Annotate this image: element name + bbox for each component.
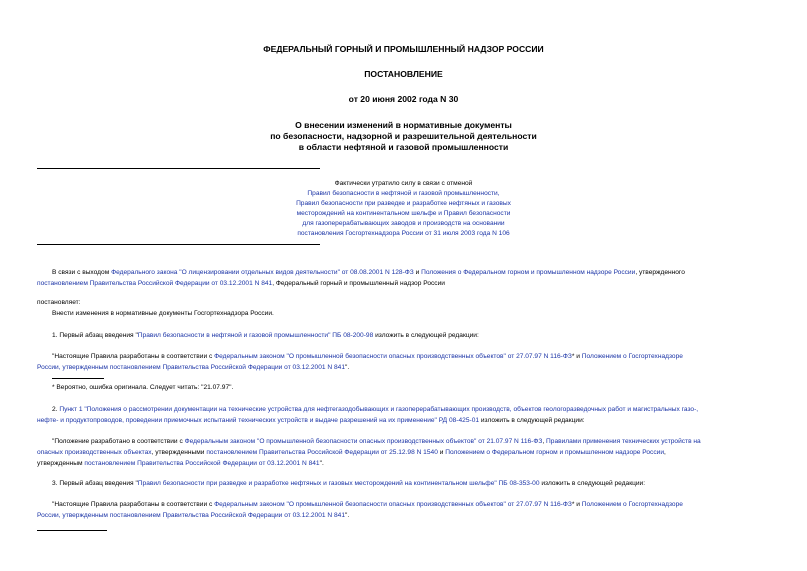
federal-law-link[interactable]: Федеральным законом "О промышленной безопасности опасных производственных объектов" от 27.07.97 N 116-ФЗ	[214, 501, 572, 508]
regulation-link[interactable]: Положением о Федеральном горном и промышленном надзоре России	[445, 449, 665, 456]
item-text: 1. Первый абзац введения "	[52, 332, 138, 339]
quote-3-line	[37, 511, 349, 521]
item-2	[52, 405, 698, 415]
document-title	[0, 120, 807, 153]
quote-2-line	[37, 448, 666, 458]
quote-1-line	[37, 363, 349, 373]
quote-2-line	[52, 437, 701, 447]
preamble-line	[52, 268, 685, 278]
quote-text: ,	[542, 438, 547, 445]
rules-link[interactable]: Правил безопасности в нефтяной и газовой промышленности" ПБ 08-200-98	[137, 332, 374, 339]
abolition-note	[140, 179, 667, 239]
quote-text: "Настоящие Правила разработаны в соответствии с	[52, 501, 215, 508]
quote-1-line	[52, 352, 683, 362]
federal-law-link[interactable]: Федерального закона "О лицензировании отдельных видов деятельности" от 08.08.2001 N 128-ФЗ	[111, 269, 414, 276]
quote-text: , утвержденными	[151, 449, 207, 456]
government-decree-link[interactable]: постановлением Правительства Российской Федерации от 03.12.2001 N 841	[37, 280, 273, 287]
preamble-text: , Федеральный горный и промышленный надзор России	[272, 280, 445, 287]
government-decree-link[interactable]: постановлением Правительства Российской Федерации от 03.12.2001 N 841	[109, 512, 345, 519]
footnote-rule	[37, 530, 107, 531]
item-3	[52, 479, 645, 489]
quote-text: "Положение разработано в соответствии с	[52, 438, 185, 445]
item-text: 3. Первый абзац введения "	[52, 480, 138, 487]
preamble-text: и	[413, 269, 422, 276]
preamble-text: , утвержденного	[635, 269, 685, 276]
rules-link[interactable]: Правилами применения технических устройств на	[546, 438, 701, 445]
title-line: по безопасности, надзорной и разрешительной деятельности	[270, 131, 537, 141]
quote-2-line	[37, 459, 324, 469]
document-date-number: от 20 июня 2002 года N 30	[348, 94, 459, 104]
item-text: 2.	[52, 406, 60, 413]
abolition-link[interactable]: Правил безопасности при разведке и разработке нефтяных и газовых	[296, 200, 511, 207]
quote-text: * и	[571, 501, 582, 508]
preamble-line	[37, 279, 445, 289]
resolves-text: постановляет:	[37, 299, 81, 306]
quote-text: и	[437, 449, 446, 456]
quote-text: ".	[319, 460, 324, 467]
abolition-link[interactable]: постановления Госгортехнадзора России от 31 июля 2003 года N 106	[297, 230, 510, 237]
divider-bottom	[37, 244, 320, 245]
title-line: в области нефтяной и газовой промышленности	[298, 142, 509, 152]
quote-text: ,	[664, 449, 666, 456]
rules-link[interactable]: опасных производственных объектах	[37, 449, 152, 456]
government-decree-link[interactable]: России, утвержденным постановлением Правительства Российской Федерации от 03.12.2001 N 841	[37, 364, 345, 371]
item-text: изложить в следующей редакции:	[539, 480, 646, 487]
abolition-link[interactable]: месторождений на континентальном шельфе и Правил безопасности	[296, 210, 511, 217]
abolition-link[interactable]: для газоперерабатывающих заводов и производств на основании	[302, 220, 505, 227]
agency-name: ФЕДЕРАЛЬНЫЙ ГОРНЫЙ И ПРОМЫШЛЕННЫЙ НАДЗОР РОССИИ	[263, 44, 544, 54]
document-link[interactable]: Пункт 1 "Положения о рассмотрении документации на технические устройства для нефтегазодобывающих и газоперерабатывающих производств, объектов геологоразведочных работ и магистральных газо-,	[59, 406, 699, 413]
item-2	[37, 416, 585, 426]
quote-text: * и	[571, 353, 582, 360]
document-link[interactable]: нефте- и продуктопроводов, проведении приемочных испытаний технических устройств и выдаче разрешений на их применение" РД 08-425-01	[37, 417, 480, 424]
regulation-link[interactable]: Положением о Госгортехнадзоре	[581, 353, 683, 360]
quote-text: ".	[345, 512, 350, 519]
document-type: ПОСТАНОВЛЕНИЕ	[364, 69, 443, 79]
government-decree-link[interactable]: постановлением Правительства Российской Федерации от 03.12.2001 N 841	[84, 460, 320, 467]
item-text: изложить в следующей редакции:	[479, 417, 585, 424]
amend-text: Внести изменения в нормативные документы Госгортехнадзора России.	[52, 310, 274, 317]
government-decree-link[interactable]: постановлением Правительства Российской Федерации от 25.12.98 N 1540	[206, 449, 438, 456]
item-text: изложить в следующей редакции:	[373, 332, 479, 339]
federal-law-link[interactable]: Федеральным законом "О промышленной безопасности опасных производственных объектов" от 27.07.97 N 116-ФЗ	[214, 353, 572, 360]
quote-text: утвержденным	[37, 460, 85, 467]
title-line: О внесении изменений в нормативные документы	[295, 120, 512, 130]
quote-text: "Настоящие Правила разработаны в соответствии с	[52, 353, 215, 360]
preamble-text: В связи с выходом	[52, 269, 112, 276]
federal-law-link[interactable]: Федеральным законом "О промышленной безопасности опасных производственных объектов" от 21.07.97 N 116-ФЗ	[184, 438, 543, 445]
rules-link[interactable]: Правил безопасности при разведке и разработке нефтяных и газовых месторождений на континентальном шельфе" ПБ 08-353-00	[137, 480, 540, 487]
regulation-link[interactable]: России, утвержденным	[37, 512, 110, 519]
regulation-link[interactable]: Положением о Госгортехнадзоре	[581, 501, 683, 508]
footnote: * Вероятно, ошибка оригинала. Следует читать: "21.07.97".	[52, 384, 234, 391]
quote-3-line	[52, 500, 683, 510]
footnote-rule	[52, 378, 104, 379]
item-1	[52, 331, 479, 341]
abolition-text: Фактически утратило силу в связи с отменой	[334, 180, 473, 187]
quote-text: ".	[345, 364, 350, 371]
regulation-link[interactable]: Положения о Федеральном горном и промышленном надзоре России	[421, 269, 636, 276]
abolition-link[interactable]: Правил безопасности в нефтяной и газовой промышленности,	[307, 190, 500, 197]
divider-top	[37, 168, 320, 169]
